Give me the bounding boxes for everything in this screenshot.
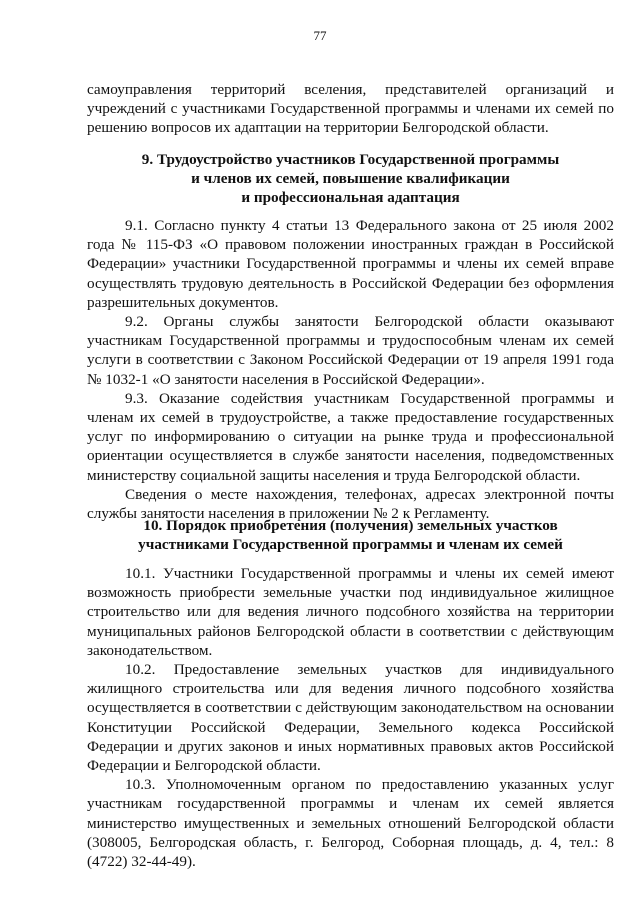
section-9-heading (87, 150, 614, 208)
section-10-title-line-1: 10. Порядок приобретения (получения) земельных участков (143, 517, 558, 534)
paragraph-9-3: 9.3. Оказание содействия участникам Государственной программы и членам их семей в трудоустройстве, а также предоставление государственных услуг по информированию о ситуации на рынке труда и профессиональной ориентации осуществляется в службе занятости населения, подведомственных министерству социальной защиты населения и труда Белгородской области. (87, 389, 614, 484)
paragraph-9-1: 9.1. Согласно пункту 4 статьи 13 Федерального закона от 25 июля 2002 года № 115-ФЗ «О правовом положении иностранных граждан в Российской Федерации» участники Государственной программы и члены их семей вправе осуществлять трудовую деятельность в Российской Федерации без оформления разрешительных документов. (87, 217, 614, 311)
section-10-heading (87, 516, 614, 554)
section-9-title-line-2: и членов их семей, повышение квалификации (191, 170, 510, 188)
paragraph-9-2: 9.2. Органы службы занятости Белгородской области оказывают участникам Государственной программы и трудоспособным членам их семей услуги в соответствии с Законом Российской Федерации от 19 апреля 1991 года № 1032-1 «О занятости населения в Российской Федерации». (87, 313, 614, 388)
paragraph-10-3: 10.3. Уполномоченным органом по предоставлению указанных услуг участникам государственной программы и членам их семей является министерство имущественных и земельных отношений Белгородской области (308005, Белгородская область, г. Белгород, Соборная площадь, д. 4, тел.: 8 (4722) 32-44-49). (87, 776, 614, 871)
section-9-title-line-1: 9. Трудоустройство участников Государственной программы (141, 151, 560, 168)
intro-paragraph: самоуправления территорий вселения, представителей организаций и учреждений с участниками Государственной программы и членами их семей по решению вопросов их адаптации на территории Белгородской области. (87, 81, 614, 137)
paragraph-10-1: 10.1. Участники Государственной программы и члены их семей имеют возможность приобрести земельные участки под индивидуальное жилищное строительство или для ведения личного подсобного хозяйства на территории муниципальных районов Белгородской области в соответствии с действующим законодательством. (87, 565, 614, 659)
section-9-body (87, 216, 614, 523)
section-10-title-line-2: участниками Государственной программы и членам их семей (138, 536, 563, 554)
paragraph-9-info: Сведения о месте нахождения, телефонах, адресах электронной почты службы занятости населения в приложении № 2 к Регламенту. (87, 485, 614, 523)
section-10-body (87, 564, 614, 871)
paragraph-10-2: 10.2. Предоставление земельных участков для индивидуального жилищного строительства или для ведения личного подсобного хозяйства осуществляется в соответствии с действующим законодательством на основании Конституции Российской Федерации, Земельного кодекса Российской Федерации и других законов и иных нормативных правовых актов Российской Федерации и Белгородской области. (87, 661, 614, 775)
section-9-title-line-3: и профессиональная адаптация (241, 189, 460, 207)
page-number: 77 (313, 28, 327, 43)
intro-paragraph-block (87, 80, 614, 138)
